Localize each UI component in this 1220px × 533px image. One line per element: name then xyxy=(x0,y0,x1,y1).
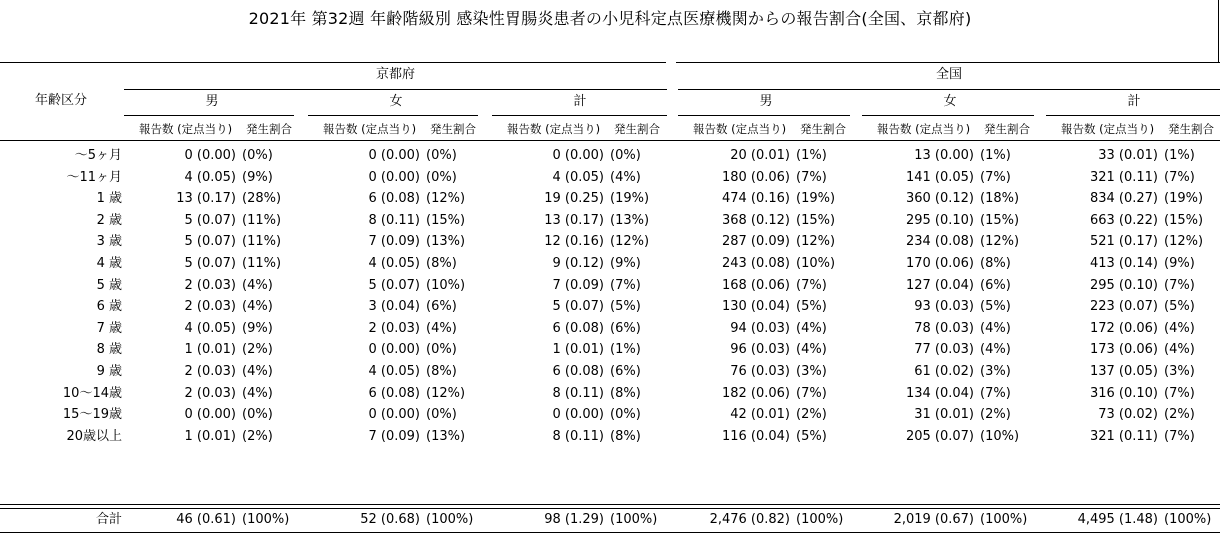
report-count: 5 (0.07) xyxy=(184,234,236,250)
report-count: 127 (0.04) xyxy=(905,277,974,293)
report-rate: (7%) xyxy=(796,277,827,293)
report-count: 2 (0.03) xyxy=(184,299,236,315)
report-count: 93 (0.03) xyxy=(914,299,974,315)
report-count: 31 (0.01) xyxy=(914,407,974,423)
report-count: 13 (0.17) xyxy=(544,212,604,228)
report-count: 42 (0.01) xyxy=(730,407,790,423)
rule-sex-0 xyxy=(124,115,294,116)
report-rate: (6%) xyxy=(610,364,641,379)
rule-region xyxy=(124,89,667,90)
report-rate: (15%) xyxy=(426,212,466,228)
report-rate: (4%) xyxy=(1164,342,1195,358)
report-count: 321 (0.11) xyxy=(1089,169,1158,185)
report-rate: (13%) xyxy=(426,428,466,444)
report-count: 4 (0.05) xyxy=(184,320,236,336)
report-count: 0 (0.00) xyxy=(368,342,420,358)
subheader-rate: 発生割合 xyxy=(614,122,660,136)
age-label: 2 歳 xyxy=(96,212,122,228)
rule-top xyxy=(0,62,666,63)
report-rate: (4%) xyxy=(242,277,273,293)
report-count: 7 (0.09) xyxy=(552,277,604,293)
report-count: 5 (0.07) xyxy=(184,212,236,228)
report-count: 12 (0.16) xyxy=(544,234,604,250)
report-count: 4 (0.05) xyxy=(184,169,236,185)
report-count: 2 (0.03) xyxy=(184,385,236,401)
report-rate: (1%) xyxy=(1164,148,1195,163)
report-rate: (0%) xyxy=(242,407,273,423)
report-count: 8 (0.11) xyxy=(368,212,420,228)
sex-header: 男 xyxy=(759,94,773,109)
page-title: 2021年 第32週 年齢階級別 感染性胃腸炎患者の小児科定点医療機関からの報告割合(全国、京都府) xyxy=(248,9,972,28)
report-count: 94 (0.03) xyxy=(730,320,790,336)
report-rate: (4%) xyxy=(426,320,457,336)
report-rate: (9%) xyxy=(242,169,273,185)
total-rate: (100%) xyxy=(980,512,1028,527)
age-label: 7 歳 xyxy=(96,320,122,336)
report-count: 182 (0.06) xyxy=(721,385,790,401)
report-count: 0 (0.00) xyxy=(184,148,236,163)
report-rate: (4%) xyxy=(796,320,827,336)
age-label: 15～19歳 xyxy=(62,407,122,423)
subheader-count: 報告数 (定点当り) xyxy=(1061,122,1155,136)
report-count: 360 (0.12) xyxy=(905,191,974,207)
report-count: 180 (0.06) xyxy=(721,169,790,185)
report-count: 2 (0.03) xyxy=(368,320,420,336)
report-rate: (2%) xyxy=(242,342,273,358)
report-count: 834 (0.27) xyxy=(1089,191,1158,207)
report-count: 173 (0.06) xyxy=(1089,342,1158,358)
report-rate: (2%) xyxy=(796,407,827,423)
report-rate: (2%) xyxy=(980,407,1011,423)
report-rate: (19%) xyxy=(1164,191,1204,207)
report-count: 4 (0.05) xyxy=(368,256,420,271)
report-rate: (8%) xyxy=(426,364,457,379)
report-rate: (3%) xyxy=(980,364,1011,379)
report-count: 413 (0.14) xyxy=(1089,256,1158,271)
report-rate: (1%) xyxy=(980,148,1011,163)
report-rate: (9%) xyxy=(1164,256,1195,271)
report-count: 316 (0.10) xyxy=(1089,385,1158,401)
report-rate: (2%) xyxy=(242,428,273,444)
report-rate: (0%) xyxy=(426,169,457,185)
report-rate: (12%) xyxy=(426,191,466,207)
sex-header: 計 xyxy=(573,94,587,109)
age-label: ～5ヶ月 xyxy=(74,148,122,163)
report-rate: (0%) xyxy=(610,407,641,423)
report-rate: (8%) xyxy=(610,385,641,401)
report-count: 5 (0.07) xyxy=(552,299,604,315)
report-rate: (11%) xyxy=(242,234,282,250)
report-rate: (6%) xyxy=(980,277,1011,293)
report-rate: (1%) xyxy=(610,342,641,358)
report-rate: (12%) xyxy=(796,234,836,250)
age-label: 1 歳 xyxy=(96,191,122,207)
report-count: 6 (0.08) xyxy=(552,320,604,336)
report-count: 9 (0.12) xyxy=(552,256,604,271)
report-count: 2 (0.03) xyxy=(184,277,236,293)
report-count: 0 (0.00) xyxy=(368,407,420,423)
total-count: 98 (1.29) xyxy=(544,512,604,527)
age-label: 6 歳 xyxy=(96,299,122,315)
report-rate: (0%) xyxy=(426,342,457,358)
subheader-count: 報告数 (定点当り) xyxy=(877,122,971,136)
age-label: 20歳以上 xyxy=(66,428,122,444)
report-rate: (4%) xyxy=(980,320,1011,336)
report-count: 3 (0.04) xyxy=(368,299,420,315)
subheader-count: 報告数 (定点当り) xyxy=(139,122,233,136)
rule-sex-2 xyxy=(492,115,667,116)
total-count: 4,495 (1.48) xyxy=(1077,512,1158,527)
rule-top xyxy=(676,62,1220,63)
subheader-rate: 発生割合 xyxy=(984,122,1030,136)
report-count: 205 (0.07) xyxy=(905,428,974,444)
report-count: 474 (0.16) xyxy=(721,191,790,207)
report-rate: (13%) xyxy=(610,212,650,228)
report-rate: (15%) xyxy=(1164,212,1204,228)
report-rate: (5%) xyxy=(980,299,1011,315)
report-count: 141 (0.05) xyxy=(905,169,974,185)
report-count: 137 (0.05) xyxy=(1089,364,1158,379)
report-count: 0 (0.00) xyxy=(552,148,604,163)
age-label: 5 歳 xyxy=(96,277,122,293)
subheader-rate: 発生割合 xyxy=(246,122,292,136)
report-count: 321 (0.11) xyxy=(1089,428,1158,444)
report-rate: (5%) xyxy=(796,428,827,444)
report-count: 243 (0.08) xyxy=(721,256,790,271)
report-count: 168 (0.06) xyxy=(721,277,790,293)
report-rate: (4%) xyxy=(610,169,641,185)
report-rate: (28%) xyxy=(242,191,282,207)
report-count: 1 (0.01) xyxy=(184,342,236,358)
report-count: 96 (0.03) xyxy=(730,342,790,358)
report-rate: (8%) xyxy=(426,256,457,271)
report-rate: (9%) xyxy=(610,256,641,271)
rule-header-bottom xyxy=(0,140,1220,141)
report-rate: (7%) xyxy=(610,277,641,293)
report-rate: (19%) xyxy=(610,191,650,207)
report-count: 8 (0.11) xyxy=(552,428,604,444)
report-count: 368 (0.12) xyxy=(721,212,790,228)
sex-header: 計 xyxy=(1127,94,1141,109)
sex-header: 女 xyxy=(389,94,403,109)
report-rate: (1%) xyxy=(796,148,827,163)
report-rate: (8%) xyxy=(610,428,641,444)
report-rate: (10%) xyxy=(980,428,1020,444)
report-rate: (5%) xyxy=(1164,299,1195,315)
total-count: 2,019 (0.67) xyxy=(893,512,974,527)
region-header-kyoto: 京都府 xyxy=(375,67,415,82)
total-count: 46 (0.61) xyxy=(176,512,236,527)
report-count: 5 (0.07) xyxy=(184,256,236,271)
report-count: 0 (0.00) xyxy=(184,407,236,423)
report-rate: (11%) xyxy=(242,212,282,228)
total-rate: (100%) xyxy=(610,512,658,527)
report-count: 4 (0.05) xyxy=(368,364,420,379)
report-rate: (7%) xyxy=(1164,385,1195,401)
report-count: 8 (0.11) xyxy=(552,385,604,401)
report-rate: (13%) xyxy=(426,234,466,250)
report-count: 295 (0.10) xyxy=(1089,277,1158,293)
report-count: 116 (0.04) xyxy=(721,428,790,444)
report-rate: (7%) xyxy=(796,385,827,401)
report-count: 521 (0.17) xyxy=(1089,234,1158,250)
rule-sex-3 xyxy=(678,115,850,116)
rule-region xyxy=(678,89,1220,90)
rule-sex-4 xyxy=(862,115,1034,116)
report-count: 6 (0.08) xyxy=(368,191,420,207)
subheader-rate: 発生割合 xyxy=(800,122,846,136)
report-rate: (0%) xyxy=(426,407,457,423)
report-rate: (4%) xyxy=(242,299,273,315)
report-count: 19 (0.25) xyxy=(544,191,604,207)
total-label: 合計 xyxy=(95,512,122,527)
report-rate: (7%) xyxy=(1164,428,1195,444)
report-count: 172 (0.06) xyxy=(1089,320,1158,336)
report-rate: (11%) xyxy=(242,256,282,271)
age-label: 10～14歳 xyxy=(62,385,122,401)
report-count: 6 (0.08) xyxy=(552,364,604,379)
report-rate: (3%) xyxy=(1164,364,1195,379)
report-rate: (4%) xyxy=(796,342,827,358)
report-rate: (6%) xyxy=(610,320,641,336)
subheader-count: 報告数 (定点当り) xyxy=(507,122,601,136)
total-rate: (100%) xyxy=(426,512,474,527)
report-rate: (9%) xyxy=(242,320,273,336)
age-label: 4 歳 xyxy=(96,256,122,271)
report-rate: (2%) xyxy=(1164,407,1195,423)
report-count: 0 (0.00) xyxy=(368,169,420,185)
rule-total xyxy=(0,504,1220,509)
report-count: 1 (0.01) xyxy=(552,342,604,358)
report-count: 223 (0.07) xyxy=(1089,299,1158,315)
report-count: 20 (0.01) xyxy=(730,148,790,163)
report-count: 130 (0.04) xyxy=(721,299,790,315)
frame-border xyxy=(1218,0,1219,62)
report-count: 6 (0.08) xyxy=(368,385,420,401)
report-count: 4 (0.05) xyxy=(552,169,604,185)
report-count: 73 (0.02) xyxy=(1098,407,1158,423)
report-count: 5 (0.07) xyxy=(368,277,420,293)
subheader-rate: 発生割合 xyxy=(1168,122,1214,136)
report-count: 13 (0.00) xyxy=(914,148,974,163)
report-rate: (7%) xyxy=(980,385,1011,401)
report-count: 295 (0.10) xyxy=(905,212,974,228)
report-rate: (15%) xyxy=(980,212,1020,228)
report-rate: (5%) xyxy=(796,299,827,315)
report-rate: (4%) xyxy=(1164,320,1195,336)
report-count: 76 (0.03) xyxy=(730,364,790,379)
total-count: 52 (0.68) xyxy=(360,512,420,527)
report-rate: (12%) xyxy=(426,385,466,401)
report-rate: (7%) xyxy=(1164,277,1195,293)
report-rate: (8%) xyxy=(980,256,1011,271)
report-rate: (6%) xyxy=(426,299,457,315)
total-rate: (100%) xyxy=(796,512,844,527)
report-rate: (12%) xyxy=(610,234,650,250)
report-count: 78 (0.03) xyxy=(914,320,974,336)
region-header-national: 全国 xyxy=(935,67,962,82)
report-rate: (3%) xyxy=(796,364,827,379)
sex-header: 女 xyxy=(943,94,957,109)
age-header: 年齢区分 xyxy=(34,93,87,108)
report-rate: (4%) xyxy=(980,342,1011,358)
report-count: 170 (0.06) xyxy=(905,256,974,271)
report-count: 61 (0.02) xyxy=(914,364,974,379)
report-count: 2 (0.03) xyxy=(184,364,236,379)
report-rate: (0%) xyxy=(610,148,641,163)
age-label: 9 歳 xyxy=(96,364,122,379)
report-count: 287 (0.09) xyxy=(721,234,790,250)
sex-header: 男 xyxy=(205,94,219,109)
report-rate: (4%) xyxy=(242,385,273,401)
report-count: 77 (0.03) xyxy=(914,342,974,358)
total-rate: (100%) xyxy=(1164,512,1212,527)
report-rate: (7%) xyxy=(1164,169,1195,185)
report-count: 1 (0.01) xyxy=(184,428,236,444)
report-rate: (12%) xyxy=(980,234,1020,250)
report-rate: (5%) xyxy=(610,299,641,315)
age-label: 8 歳 xyxy=(96,342,122,358)
report-rate: (10%) xyxy=(426,277,466,293)
age-label: ～11ヶ月 xyxy=(66,169,122,185)
report-count: 234 (0.08) xyxy=(905,234,974,250)
report-count: 0 (0.00) xyxy=(552,407,604,423)
subheader-rate: 発生割合 xyxy=(430,122,476,136)
report-rate: (19%) xyxy=(796,191,836,207)
rule-sex-5 xyxy=(1046,115,1220,116)
report-rate: (7%) xyxy=(980,169,1011,185)
report-count: 13 (0.17) xyxy=(176,191,236,207)
subheader-count: 報告数 (定点当り) xyxy=(323,122,417,136)
report-rate: (12%) xyxy=(1164,234,1204,250)
total-count: 2,476 (0.82) xyxy=(709,512,790,527)
report-rate: (15%) xyxy=(796,212,836,228)
total-rate: (100%) xyxy=(242,512,290,527)
report-count: 663 (0.22) xyxy=(1089,212,1158,228)
report-rate: (0%) xyxy=(242,148,273,163)
report-rate: (4%) xyxy=(242,364,273,379)
report-rate: (7%) xyxy=(796,169,827,185)
report-rate: (10%) xyxy=(796,256,836,271)
report-count: 33 (0.01) xyxy=(1098,148,1158,163)
report-count: 134 (0.04) xyxy=(905,385,974,401)
report-rate: (18%) xyxy=(980,191,1020,207)
report-rate: (0%) xyxy=(426,148,457,163)
report-count: 7 (0.09) xyxy=(368,428,420,444)
report-count: 7 (0.09) xyxy=(368,234,420,250)
report-count: 0 (0.00) xyxy=(368,148,420,163)
rule-sex-1 xyxy=(308,115,478,116)
age-label: 3 歳 xyxy=(96,234,122,250)
subheader-count: 報告数 (定点当り) xyxy=(693,122,787,136)
